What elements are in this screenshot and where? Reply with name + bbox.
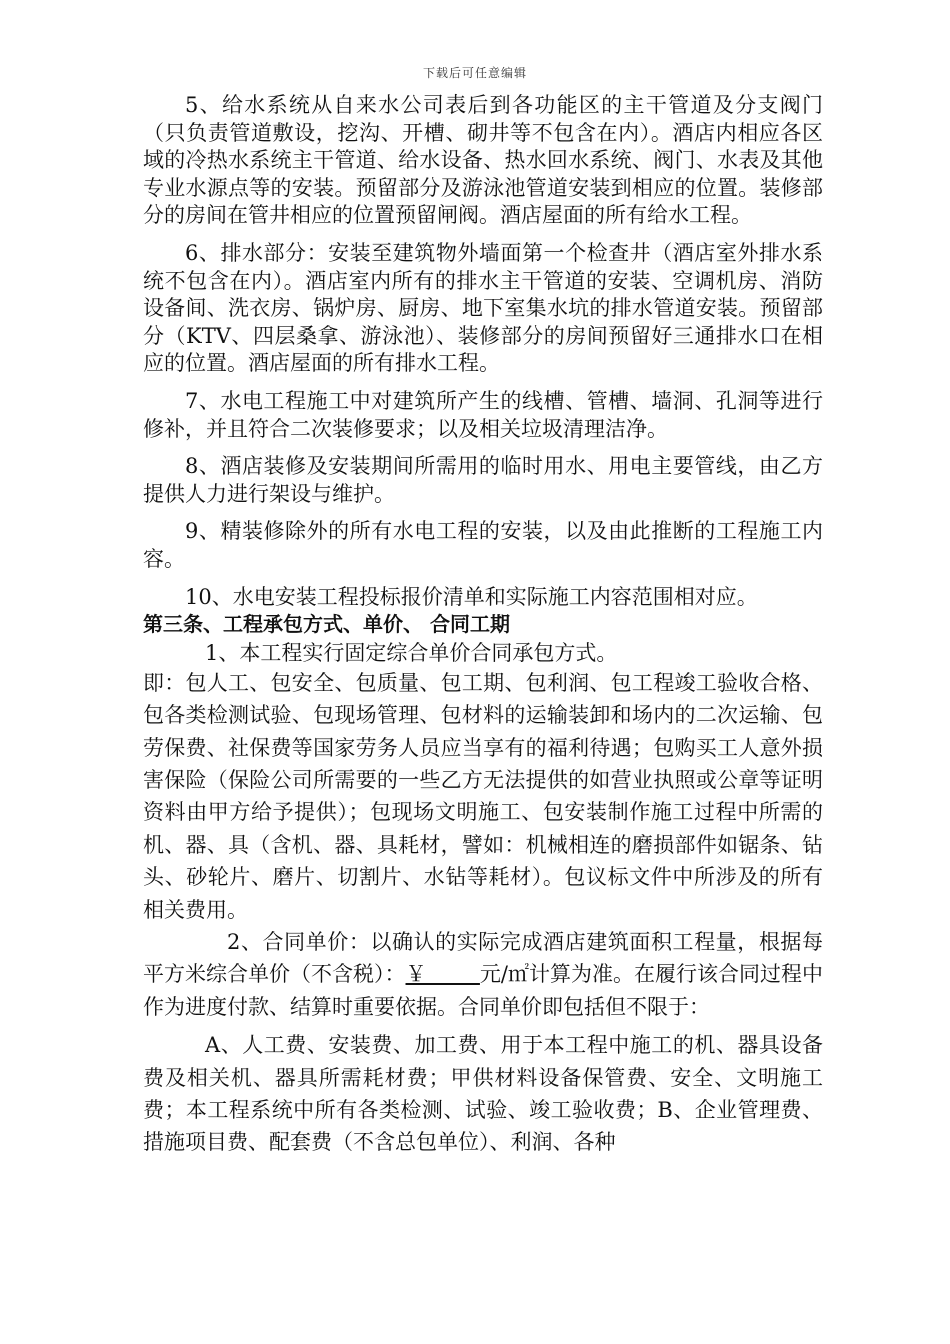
clause-5-paragraph: 5、给水系统从自来水公司表后到各功能区的主干管道及分支阀门（只负责管道敷设，挖沟、开槽、砌井等不包含在内）。酒店内相应各区域的冷热水系统主干管道、给水设备、热水回水系统、阀门、水表及其他专业水源点等的安装。预留部分及游泳池管道安装到相应的位置。装修部分的房间在管井相应的位置预留闸阀。酒店屋面的所有给水工程。: [143, 93, 823, 228]
clause-6-paragraph: 6、排水部分：安装至建筑物外墙面第一个检查井（酒店室外排水系统不包含在内）。酒店室内所有的排水主干管道的安装、空调机房、消防设备间、洗衣房、锅炉房、厨房、地下室集水坑的排水管道安装。预留部分（KTV、四层桑拿、游泳池）、装修部分的房间预留好三通排水口在相应的位置。酒店屋面的所有排水工程。: [143, 240, 823, 376]
clause-8-paragraph: 8、酒店装修及安装期间所需用的临时用水、用电主要管线，由乙方提供人力进行架设与维护。: [143, 454, 823, 506]
article-3-heading: 第三条、工程承包方式、单价、 合同工期: [143, 612, 510, 637]
clause-9-paragraph: 9、精装修除外的所有水电工程的安装，以及由此推断的工程施工内容。: [143, 519, 823, 571]
unit-price-text-before: 2、合同单价：以确认的实际完成酒店建筑面积工程量，根据每平方米综合单价（不含税）：: [143, 929, 823, 987]
document-body: [143, 92, 823, 1159]
article-3-item-a-paragraph: A、人工费、安装费、加工费、用于本工程中施工的机、器具设备费及相关机、器具所需耗材费；甲供材料设备保管费、安全、文明施工费；本工程系统中所有各类检测、试验、竣工验收费；B、企业管理费、措施项目费、配套费（不含总包单位）、利润、各种: [143, 1033, 823, 1155]
unit-price-blank: ￥: [405, 962, 480, 987]
clause-7-paragraph: 7、水电工程施工中对建筑所产生的线槽、管槽、墙洞、孔洞等进行修补，并且符合二次装修要求；以及相关垃圾清理洁净。: [143, 388, 823, 441]
article-3-item-1-intro: 1、本工程实行固定综合单价合同承包方式。: [205, 640, 618, 665]
header-note: 下载后可任意编辑: [422, 66, 527, 80]
clause-10-paragraph: 10、水电安装工程投标报价清单和实际施工内容范围相对应。: [185, 584, 758, 609]
unit-price-text-after: 元/㎡计算为准。在履行该合同过程中作为进度付款、结算时重要依据。合同单价即包括但不限于：: [143, 962, 824, 1019]
article-3-item-2-paragraph: [143, 926, 823, 1023]
article-3-item-1-body: 即：包人工、包安全、包质量、包工期、包利润、包工程竣工验收合格、包各类检测试验、包现场管理、包材料的运输装卸和场内的二次运输、包劳保费、社保费等国家劳务人员应当享有的福利待遇；包购买工人意外损害保险（保险公司所需要的一些乙方无法提供的如营业执照或公章等证明资料由甲方给予提供）；包现场文明施工、包安装制作施工过程中所需的机、器、具（含机、器、具耗材，譬如：机械相连的磨损部件如锯条、钻头、砂轮片、磨片、切割片、水钻等耗材）。包议标文件中所涉及的所有相关费用。: [143, 670, 823, 922]
